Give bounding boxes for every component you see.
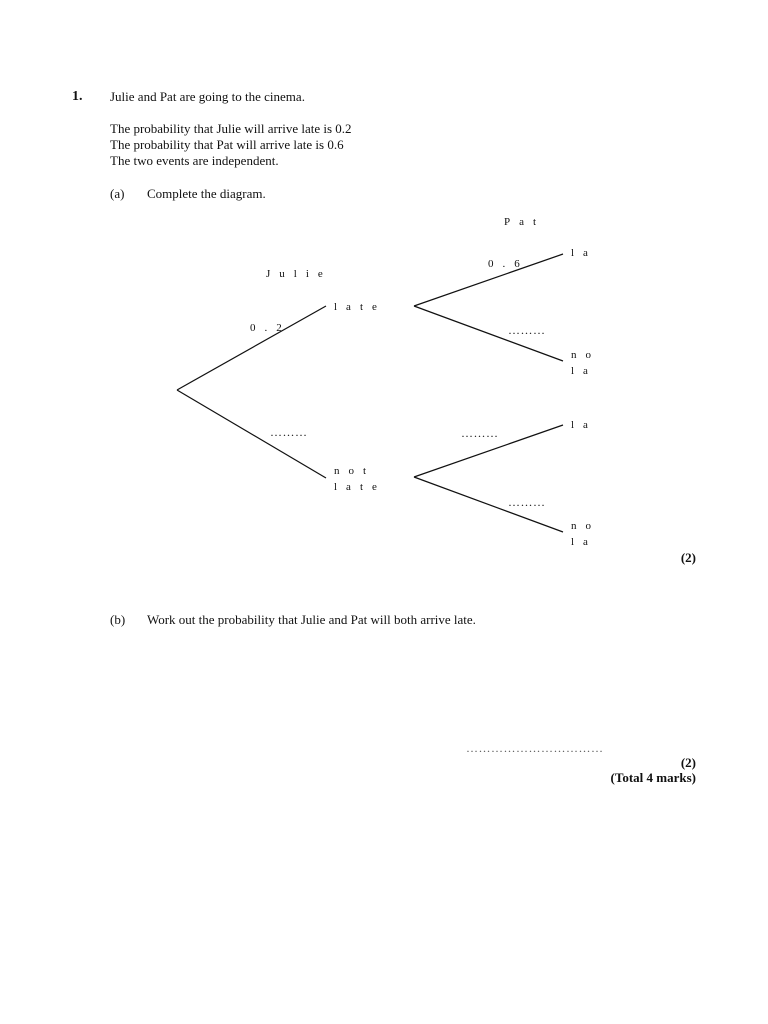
question-number: 1. xyxy=(72,89,83,104)
fact-independent: The two events are independent. xyxy=(110,153,279,168)
question-intro: Julie and Pat are going to the cinema. xyxy=(110,89,305,104)
pat-not-label-2b: la xyxy=(571,536,597,548)
part-a-marks: (2) xyxy=(680,550,696,565)
pat-late-prob-after-not-late-blank[interactable]: ……… xyxy=(461,426,499,440)
part-a-text: Complete the diagram. xyxy=(147,186,266,201)
branch-julie-late xyxy=(177,306,326,390)
julie-not-late-label-2: late xyxy=(334,481,386,493)
julie-heading: Julie xyxy=(266,268,332,280)
julie-not-late-label-1: not xyxy=(334,465,376,477)
pat-late-label-2: la xyxy=(571,419,597,431)
fact-julie: The probability that Julie will arrive late is 0.2 xyxy=(110,121,352,136)
part-b-text: Work out the probability that Julie and Pat will both arrive late. xyxy=(147,612,476,627)
total-marks: (Total 4 marks) xyxy=(610,770,696,785)
pat-not-late-prob-after-late-blank[interactable]: ……… xyxy=(508,323,546,337)
pat-not-label-1b: la xyxy=(571,365,597,377)
pat-not-late-prob-after-not-late-blank[interactable]: ……… xyxy=(508,495,546,509)
part-b-marks: (2) xyxy=(680,755,696,770)
part-a-label: (a) xyxy=(110,186,125,201)
pat-not-label-1a: no xyxy=(571,349,600,361)
pat-late-prob-after-late: 0.6 xyxy=(488,258,529,270)
fact-pat: The probability that Pat will arrive late is 0.6 xyxy=(110,137,344,152)
julie-late-prob: 0.2 xyxy=(250,322,291,334)
answer-line[interactable]: …………………………… xyxy=(466,741,604,755)
part-b-label: (b) xyxy=(110,612,126,627)
pat-not-label-2a: no xyxy=(571,520,600,532)
pat-heading: Pat xyxy=(504,216,546,228)
julie-late-label: late xyxy=(334,301,386,313)
julie-not-late-prob-blank[interactable]: ……… xyxy=(270,425,308,439)
pat-late-label-1: la xyxy=(571,247,597,259)
